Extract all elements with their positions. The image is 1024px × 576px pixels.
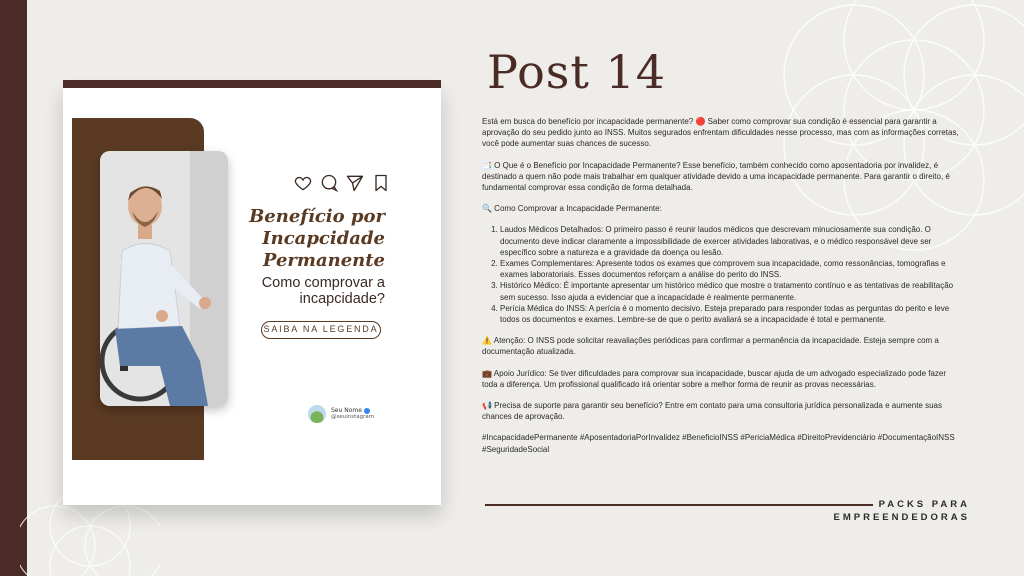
man-in-wheelchair-photo	[100, 151, 228, 406]
caption-attention: ⚠️ Atenção: O INSS pode solicitar reavaliações periódicas para confirmar a permanência da incapacidade. Esteja sempre com a documentação atualizada.	[482, 336, 939, 357]
caption-how-heading: 🔍 Como Comprovar a Incapacidade Permanente:	[482, 204, 662, 214]
caption-cta: 📢 Precisa de suporte para garantir seu benefício? Entre em contato para uma consultoria jurídica personalizada e aumente suas chances de aprovação.	[482, 401, 942, 422]
list-item: 1. Laudos Médicos Detalhados: O primeiro passo é reunir laudos médicos que descrevam minuciosamente sua condição. O documento deve indicar claramente a impossibilidade de exercer atividades laborativas, e o médico responsável deve ser específico sobre a natureza e a gravidade da doença ou lesão.	[500, 224, 960, 258]
send-icon[interactable]	[345, 173, 365, 193]
footer-brand-line1: PACKS PARA	[878, 499, 970, 510]
profile-name: Seu Nome	[331, 407, 362, 414]
photo-illustration	[100, 151, 228, 406]
profile-badge	[308, 405, 374, 423]
footer-brand-line2: EMPREENDEDORAS	[833, 512, 970, 523]
heart-icon[interactable]	[293, 173, 313, 193]
verified-icon	[364, 408, 370, 414]
comment-icon[interactable]	[319, 173, 339, 193]
footer-brand	[820, 498, 970, 524]
list-item: 4. Perícia Médica do INSS: A perícia é o momento decisivo. Esteja preparado para responder todas as perguntas do perito e leve todos os documentos e exames. Lembre-se de que o perito avaliará se a incapacidade é total e permanente.	[500, 303, 960, 325]
post-title: Benefício por Incapcidade Permanente	[249, 206, 385, 271]
caption-text	[482, 116, 960, 465]
decorative-flower-pattern-bottom	[20, 496, 160, 576]
caption-hashtags: #IncapacidadePermanente #AposentadoriaPorInvalidez #BeneficioINSS #PericiaMédica #DireitoPrevidenciário #DocumentaçãoINSS #SeguridadeSocial	[482, 433, 955, 454]
list-item: 2. Exames Complementares: Apresente todos os exames que comprovem sua incapacidade, como ressonâncias, tomografias e exames laboratoriais. Esses documentos reforçam a análise do perito do INSS.	[500, 258, 960, 280]
caption-steps-list	[500, 224, 960, 325]
left-accent-bar	[0, 0, 27, 576]
bookmark-icon[interactable]	[371, 173, 391, 193]
instagram-post-mockup	[63, 83, 441, 505]
page-title: Post 14	[487, 45, 667, 99]
avatar	[308, 405, 326, 423]
post-top-bar	[63, 80, 441, 88]
list-item: 3. Histórico Médico: É importante apresentar um histórico médico que mostre o tratamento contínuo e as tentativas de reabilitação sem sucesso. Isso ajuda a evidenciar que a incapacidade é realmente permanente.	[500, 280, 960, 302]
caption-what-is: 📑 O Que é o Benefício por Incapacidade Permanente? Esse benefício, também conhecido como aposentadoria por invalidez, é destinado a quem não pode mais trabalhar em qualquer atividade devido a uma incapacidade permanente. Para garantir o direito, é fundamental comprovar essa condição de forma detalhada.	[482, 160, 950, 193]
caption-intro: Está em busca do benefício por incapacidade permanente? 🔴 Saber como comprovar sua condição é essencial para garantir a aprovação do seu pedido junto ao INSS. Muitos segurados enfrentam dificuldades nesse processo, mas com as informações corretas, você pode aumentar suas chances de sucesso.	[482, 117, 959, 149]
footer-divider	[485, 504, 873, 506]
post-action-icons	[293, 173, 391, 193]
saiba-na-legenda-button[interactable]: SAIBA NA LEGENDA	[261, 321, 381, 339]
post-subtitle: Como comprovar a incapcidade?	[261, 275, 385, 307]
caption-legal: 💼 Apoio Jurídico: Se tiver dificuldades para comprovar sua incapacidade, buscar ajuda de um advogado especializado pode fazer toda a diferença. Um profissional qualificado irá orientar sobre a melhor forma de reunir as provas necessárias.	[482, 368, 947, 389]
profile-handle: @seuinstagram	[331, 414, 375, 420]
